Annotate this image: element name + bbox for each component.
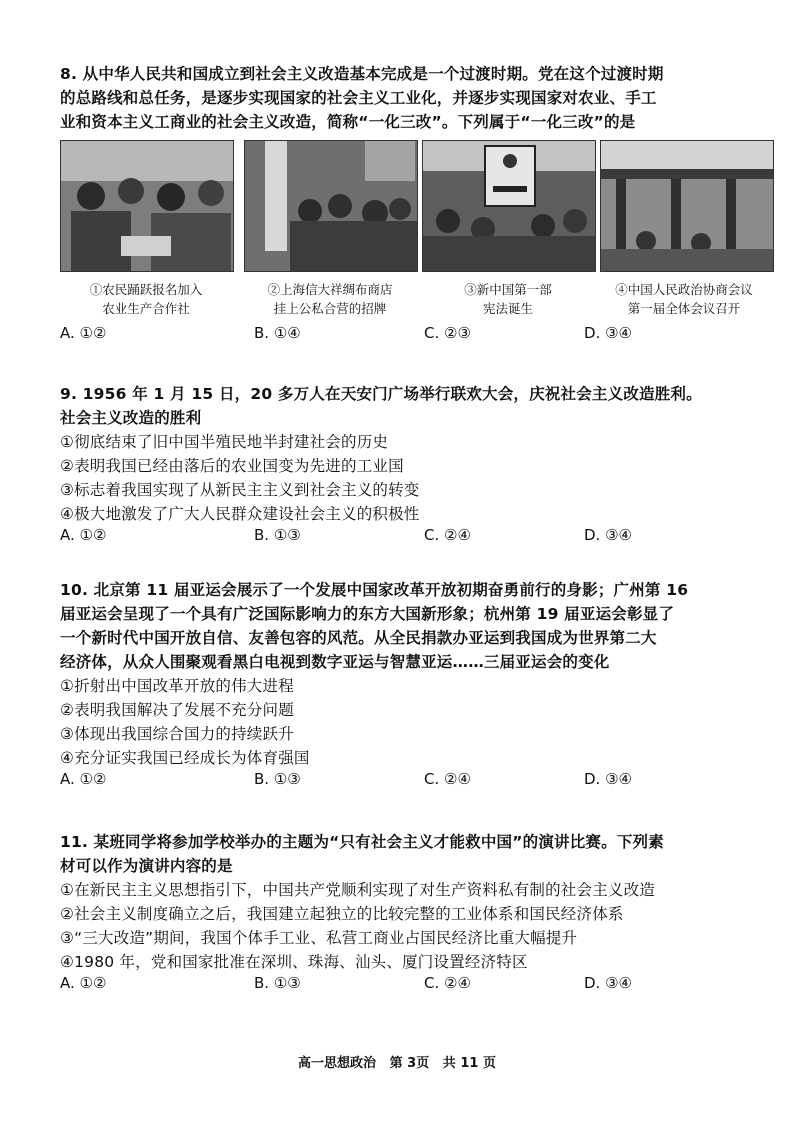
caption-4-line-2: 第一届全体会议召开 [627,301,741,316]
question-11 [60,830,760,998]
caption-2-line-1: ②上海信大祥绸布商店 [267,282,393,297]
q10-options [60,770,760,794]
footer-total-pages: 共 11 页 [442,1056,496,1071]
q11-option-b[interactable]: B. ①③ [254,974,301,992]
question-9 [60,382,760,550]
photo-farmers-cooperative [60,140,234,272]
q10-statement-1: ①折射出中国改革开放的伟大进程 [60,677,294,695]
q9-option-b[interactable]: B. ①③ [254,526,301,544]
q10-option-c[interactable]: C. ②④ [424,770,471,788]
q9-statement-2: ②表明我国已经由落后的农业国变为先进的工业国 [60,457,404,475]
caption-1-line-1: ①农民踊跃报名加入 [89,282,203,297]
q11-statement-2: ②社会主义制度确立之后，我国建立起独立的比较完整的工业体系和国民经济体系 [60,905,624,923]
q11-line-1: 11. 某班同学将参加学校举办的主题为“只有社会主义才能救中国”的演讲比赛。下列素 [60,833,664,851]
photo-first-constitution [422,140,596,272]
q10-option-d[interactable]: D. ③④ [584,770,632,788]
question-8 [60,62,760,348]
q10-statement-4: ④充分证实我国已经成长为体育强国 [60,749,310,767]
q9-option-a[interactable]: A. ①② [60,526,107,544]
q8-caption-row [60,280,760,324]
q10-option-b[interactable]: B. ①③ [254,770,301,788]
q10-statement-2: ②表明我国解决了发展不充分问题 [60,701,294,719]
caption-3-line-2: 宪法诞生 [482,301,533,316]
caption-3 [418,280,598,318]
q8-option-d[interactable]: D. ③④ [584,324,632,342]
caption-2 [240,280,420,318]
caption-1-line-2: 农业生产合作社 [102,301,190,316]
q9-options [60,526,760,550]
caption-4-line-1: ④中国人民政治协商会议 [615,282,753,297]
q9-line-1: 9. 1956 年 1 月 15 日，20 多万人在天安门广场举行联欢大会，庆祝社会主义改造胜利。 [60,385,702,403]
q9-statement-3: ③标志着我国实现了从新民主主义到社会主义的转变 [60,481,420,499]
q9-statement-4: ④极大地激发了广大人民群众建设社会主义的积极性 [60,505,420,523]
photo-cppcc-session [600,140,774,272]
q10-line-4: 经济体，从众人围聚观看黑白电视到数字亚运与智慧亚运……三届亚运会的变化 [60,653,610,671]
q8-line-3: 业和资本主义工商业的社会主义改造，简称“一化三改”。下列属于“一化三改”的是 [60,113,636,131]
q10-option-a[interactable]: A. ①② [60,770,107,788]
q10-line-2: 届亚运会呈现了一个具有广泛国际影响力的东方大国新形象；杭州第 19 届亚运会彰显了 [60,605,675,623]
q9-option-c[interactable]: C. ②④ [424,526,471,544]
q8-option-b[interactable]: B. ①④ [254,324,301,342]
q8-option-a[interactable]: A. ①② [60,324,107,342]
q9-option-d[interactable]: D. ③④ [584,526,632,544]
question-10 [60,578,760,794]
q8-options [60,324,760,348]
q8-option-c[interactable]: C. ②③ [424,324,471,342]
q10-line-3: 一个新时代中国开放自信、友善包容的风范。从全民捐款办亚运到我国成为世界第二大 [60,629,657,647]
q10-statement-3: ③体现出我国综合国力的持续跃升 [60,725,294,743]
q8-line-2: 的总路线和总任务，是逐步实现国家的社会主义工业化，并逐步实现国家对农业、手工 [60,89,657,107]
q11-option-d[interactable]: D. ③④ [584,974,632,992]
q11-option-a[interactable]: A. ①② [60,974,107,992]
q8-photo-row [60,140,760,278]
q11-statement-3: ③“三大改造”期间，我国个体手工业、私营工商业占国民经济比重大幅提升 [60,929,578,947]
q11-statement-1: ①在新民主主义思想指引下，中国共产党顺利实现了对生产资料私有制的社会主义改造 [60,881,655,899]
q9-line-2: 社会主义改造的胜利 [60,409,202,427]
q8-line-1: 8. 从中华人民共和国成立到社会主义改造基本完成是一个过渡时期。党在这个过渡时期 [60,65,664,83]
caption-3-line-1: ③新中国第一部 [464,282,552,297]
caption-4 [594,280,774,318]
q11-statement-4: ④1980 年，党和国家批准在深圳、珠海、汕头、厦门设置经济特区 [60,953,528,971]
q9-statement-1: ①彻底结束了旧中国半殖民地半封建社会的历史 [60,433,389,451]
q11-options [60,974,760,998]
footer-page-number: 第 3页 [389,1056,430,1071]
photo-shanghai-store [244,140,418,272]
caption-1 [56,280,236,318]
footer-subject: 高一思想政治 [298,1056,377,1071]
q10-line-1: 10. 北京第 11 届亚运会展示了一个发展中国家改革开放初期奋勇前行的身影；广州第 16 [60,581,689,599]
page-footer [0,1052,794,1071]
q11-line-2: 材可以作为演讲内容的是 [60,857,233,875]
caption-2-line-2: 挂上公私合营的招牌 [273,301,387,316]
q11-option-c[interactable]: C. ②④ [424,974,471,992]
